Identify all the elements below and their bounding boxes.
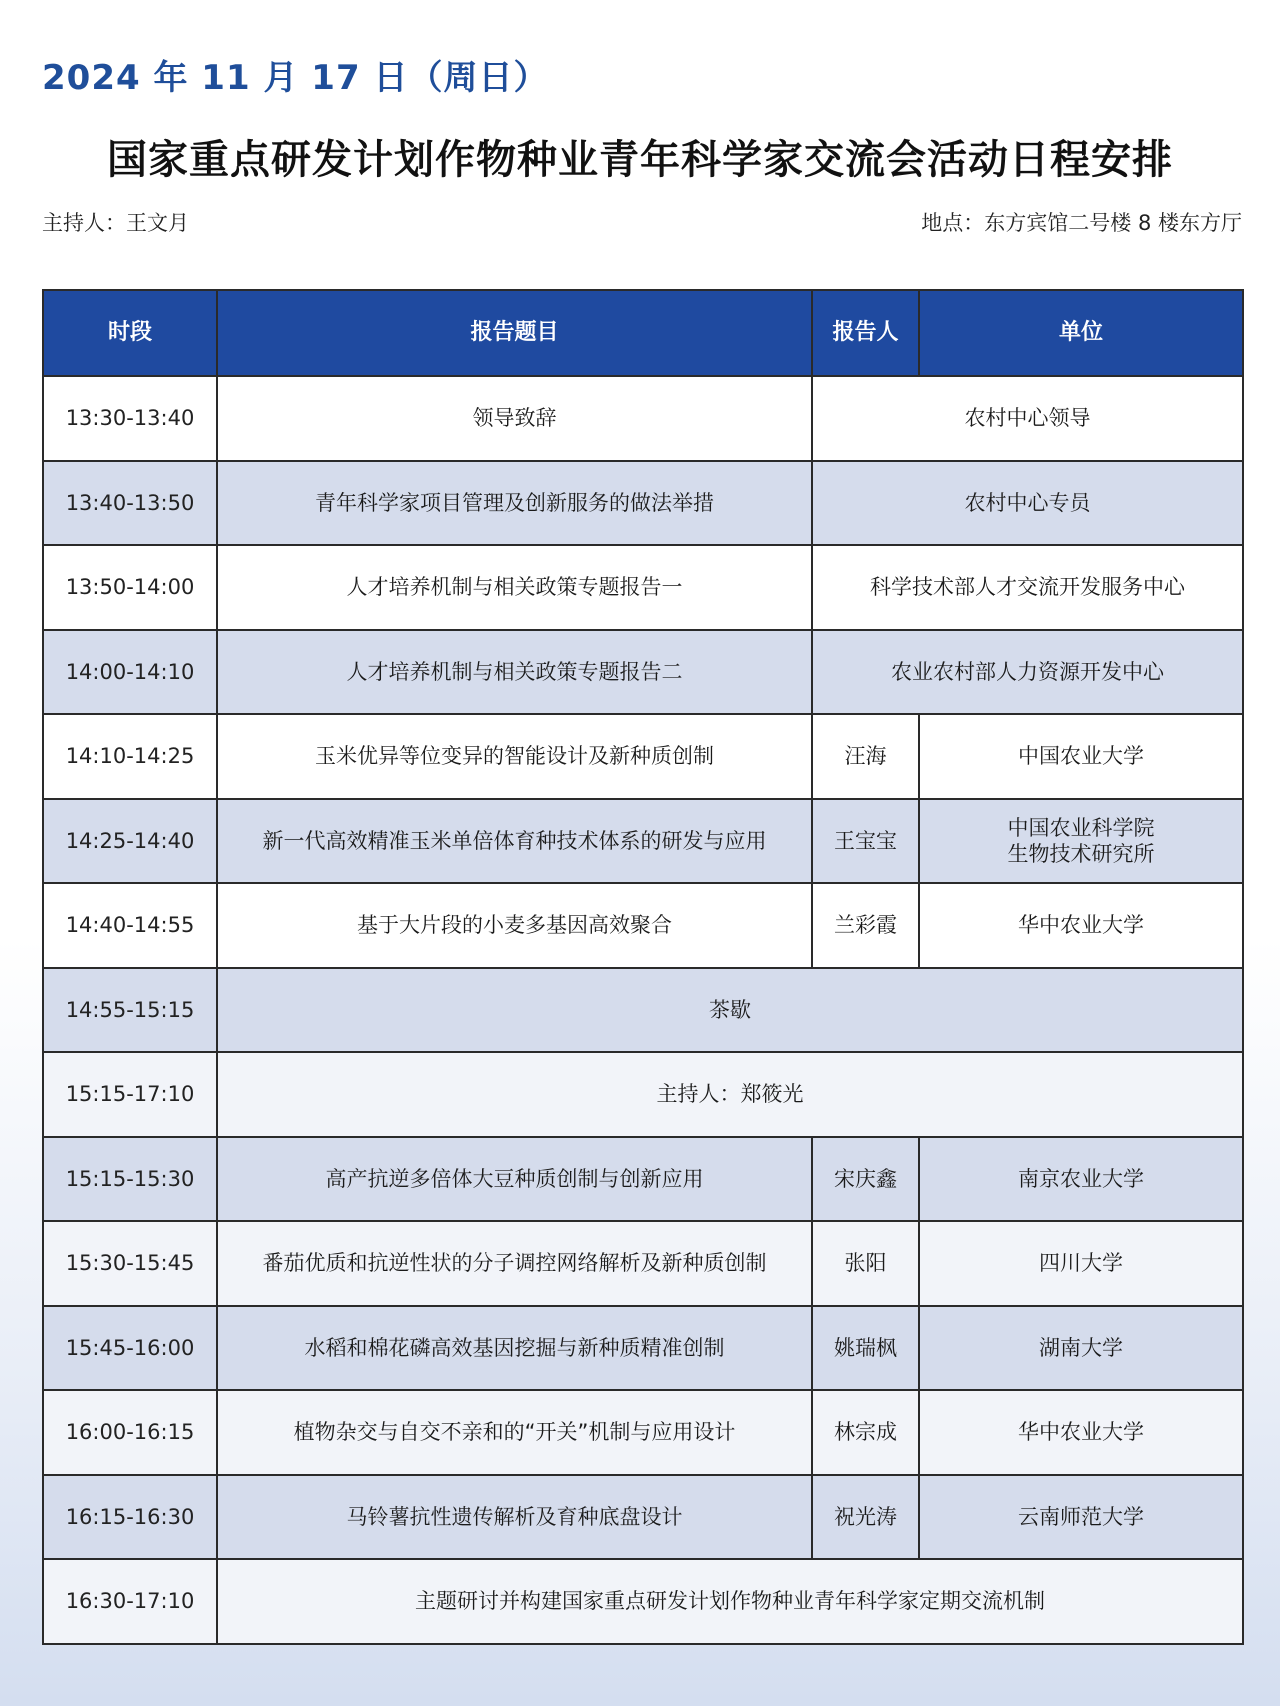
time-cell: 15:30-15:45 — [43, 1221, 217, 1306]
speaker-cell: 兰彩霞 — [812, 883, 919, 968]
speaker-cell: 姚瑞枫 — [812, 1306, 919, 1391]
topic-cell: 番茄优质和抗逆性状的分子调控网络解析及新种质创制 — [217, 1221, 812, 1306]
topic-cell: 领导致辞 — [217, 376, 812, 461]
topic-cell: 青年科学家项目管理及创新服务的做法举措 — [217, 461, 812, 546]
speaker-cell: 林宗成 — [812, 1390, 919, 1475]
column-header-topic: 报告题目 — [217, 290, 812, 376]
table-row — [43, 1475, 1243, 1560]
topic-cell: 马铃薯抗性遗传解析及育种底盘设计 — [217, 1475, 812, 1560]
discussion-cell: 主题研讨并构建国家重点研发计划作物种业青年科学家定期交流机制 — [217, 1559, 1243, 1644]
table-row — [43, 799, 1243, 884]
table-row — [43, 1390, 1243, 1475]
topic-cell: 玉米优异等位变异的智能设计及新种质创制 — [217, 714, 812, 799]
table-row — [43, 1137, 1243, 1222]
break-cell: 茶歇 — [217, 968, 1243, 1053]
speaker-unit-cell: 农业农村部人力资源开发中心 — [812, 630, 1243, 715]
table-row — [43, 968, 1243, 1053]
topic-cell: 基于大片段的小麦多基因高效聚合 — [217, 883, 812, 968]
speaker-cell: 汪海 — [812, 714, 919, 799]
page-title: 国家重点研发计划作物种业青年科学家交流会活动日程安排 — [107, 137, 1173, 183]
speaker-cell: 宋庆鑫 — [812, 1137, 919, 1222]
time-cell: 13:40-13:50 — [43, 461, 217, 546]
time-cell: 15:15-15:30 — [43, 1137, 217, 1222]
table-row — [43, 461, 1243, 546]
table-row — [43, 1052, 1243, 1137]
unit-cell: 南京农业大学 — [919, 1137, 1243, 1222]
table-row — [43, 1559, 1243, 1644]
unit-line: 生物技术研究所 — [1007, 841, 1155, 866]
table-row — [43, 714, 1243, 799]
table-header-row — [43, 290, 1243, 376]
time-cell: 13:50-14:00 — [43, 545, 217, 630]
topic-cell: 高产抗逆多倍体大豆种质创制与创新应用 — [217, 1137, 812, 1222]
topic-cell: 人才培养机制与相关政策专题报告二 — [217, 630, 812, 715]
time-cell: 16:00-16:15 — [43, 1390, 217, 1475]
time-cell: 15:45-16:00 — [43, 1306, 217, 1391]
time-cell: 13:30-13:40 — [43, 376, 217, 461]
speaker-unit-cell: 科学技术部人才交流开发服务中心 — [812, 545, 1243, 630]
table-row — [43, 376, 1243, 461]
column-header-speaker: 报告人 — [812, 290, 919, 376]
time-cell: 16:15-16:30 — [43, 1475, 217, 1560]
topic-cell: 人才培养机制与相关政策专题报告一 — [217, 545, 812, 630]
unit-line: 中国农业科学院 — [1007, 815, 1155, 840]
schedule-date: 2024 年 11 月 17 日（周日） — [42, 58, 549, 98]
speaker-cell: 祝光涛 — [812, 1475, 919, 1560]
speaker-unit-cell: 农村中心专员 — [812, 461, 1243, 546]
unit-cell: 华中农业大学 — [919, 883, 1243, 968]
time-cell: 14:00-14:10 — [43, 630, 217, 715]
time-cell: 15:15-17:10 — [43, 1052, 217, 1137]
speaker-unit-cell: 农村中心领导 — [812, 376, 1243, 461]
unit-cell: 四川大学 — [919, 1221, 1243, 1306]
unit-cell: 湖南大学 — [919, 1306, 1243, 1391]
venue-label: 地点：东方宾馆二号楼 8 楼东方厅 — [921, 211, 1242, 235]
topic-cell: 新一代高效精准玉米单倍体育种技术体系的研发与应用 — [217, 799, 812, 884]
topic-cell: 水稻和棉花磷高效基因挖掘与新种质精准创制 — [217, 1306, 812, 1391]
table-row — [43, 1306, 1243, 1391]
table-row — [43, 545, 1243, 630]
speaker-cell: 王宝宝 — [812, 799, 919, 884]
time-cell: 14:55-15:15 — [43, 968, 217, 1053]
time-cell: 14:25-14:40 — [43, 799, 217, 884]
topic-cell: 植物杂交与自交不亲和的“开关”机制与应用设计 — [217, 1390, 812, 1475]
session-host-cell: 主持人：郑筱光 — [217, 1052, 1243, 1137]
time-cell: 14:10-14:25 — [43, 714, 217, 799]
table-row — [43, 1221, 1243, 1306]
unit-cell: 云南师范大学 — [919, 1475, 1243, 1560]
time-cell: 16:30-17:10 — [43, 1559, 217, 1644]
host-label: 主持人：王文月 — [42, 211, 189, 235]
time-cell: 14:40-14:55 — [43, 883, 217, 968]
unit-cell: 华中农业大学 — [919, 1390, 1243, 1475]
unit-cell: 中国农业大学 — [919, 714, 1243, 799]
table-row — [43, 630, 1243, 715]
column-header-time: 时段 — [43, 290, 217, 376]
unit-cell — [919, 799, 1243, 884]
speaker-cell: 张阳 — [812, 1221, 919, 1306]
table-row — [43, 883, 1243, 968]
column-header-unit: 单位 — [919, 290, 1243, 376]
schedule-table — [42, 289, 1244, 1645]
